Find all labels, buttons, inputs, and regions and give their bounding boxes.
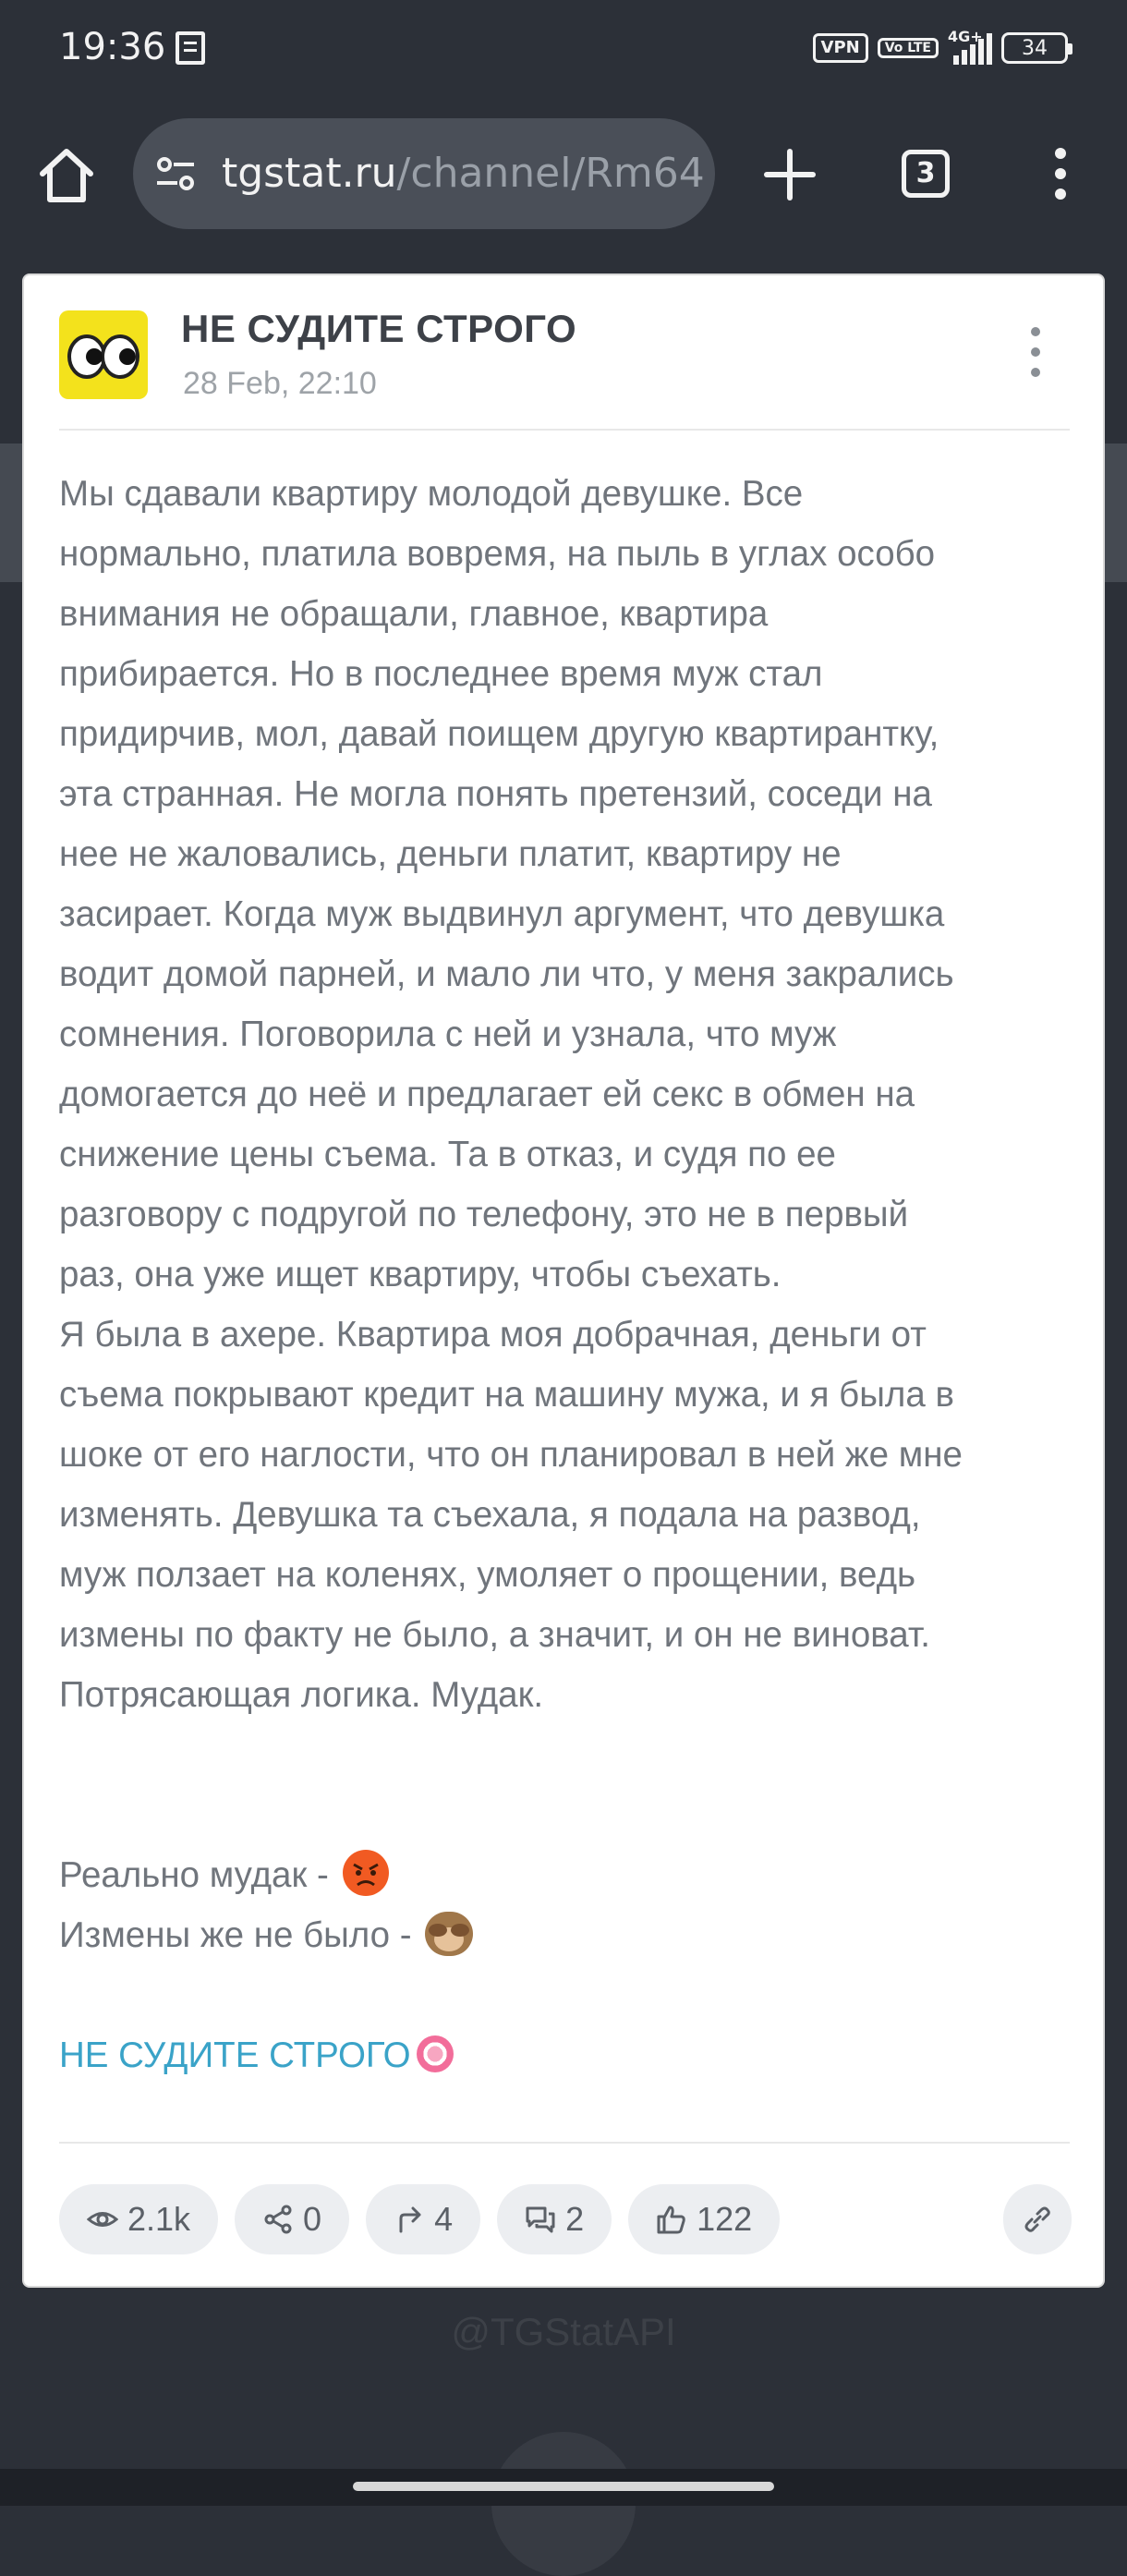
shares-count: 0 xyxy=(303,2200,322,2238)
poll-option-1-text: Реально мудак - xyxy=(59,1855,339,1895)
poll-option-1 xyxy=(59,1855,389,1895)
channel-name[interactable]: НЕ СУДИТЕ СТРОГО xyxy=(181,307,577,350)
forward-arrow-icon xyxy=(394,2204,425,2235)
more-menu-icon[interactable] xyxy=(1042,148,1079,203)
copy-link-button[interactable] xyxy=(1003,2184,1072,2254)
site-settings-icon[interactable] xyxy=(155,155,196,192)
post-date: 28 Feb, 22:10 xyxy=(183,366,377,401)
comments-count: 2 xyxy=(565,2200,585,2238)
post-stats xyxy=(59,2184,780,2254)
post-body xyxy=(59,464,1075,2085)
signal-icon xyxy=(948,28,992,65)
volte-icon xyxy=(878,38,939,58)
battery-level: 34 xyxy=(1022,36,1048,60)
views-stat[interactable] xyxy=(59,2184,218,2254)
lollipop-icon xyxy=(417,2035,454,2072)
vpn-icon: VPN xyxy=(813,33,868,63)
browser-toolbar xyxy=(0,96,1127,253)
url-host: tgstat.ru xyxy=(222,150,397,197)
comments-stat[interactable] xyxy=(497,2184,612,2254)
navigation-bar xyxy=(0,2469,1127,2506)
poll-option-2 xyxy=(59,1915,473,1955)
angry-face-icon xyxy=(343,1850,389,1896)
post-body-text: Мы сдавали квартиру молодой девушке. Все нормально, платила вовремя, на пыль в углах особо внимания не обращали, главное, квартира прибирается. Но в последнее время муж стал придирчив, мол, давай поищем другую квартирантку, эта странная. Не могла понять претензий, соседи на нее не жаловались, деньги платит, квартиру не засирает. Когда муж выдвинул аргумент, что девушка водит домой парней, и мало ли что, у меня закрались сомнения. Поговорила с ней и узнала, что муж домогается до неё и предлагает ей секс в обмен на снижение цены съема. Та в отказ, и судя по ее разговору с подругой по телефону, это не в первый раз, она уже ищет квартиру, чтобы съехать. Я была в ахере. Квартира моя добрачная, деньги от съема покрывают кредит на машину мужа, и я была в шоке от его наглости, что он планировал в ней же мне изменять. Девушка та съехала, я подала на развод, муж ползает на коленях, умоляет о прощении, ведь измены по факту не было, а значит, и он не виноват. Потрясающая логика. Мудак. xyxy=(59,474,963,1715)
reactions-count: 122 xyxy=(697,2200,753,2238)
status-bar xyxy=(0,0,1127,96)
network-type-label: 4G+ xyxy=(948,28,983,45)
link-icon xyxy=(1022,2204,1053,2235)
see-no-evil-monkey-icon xyxy=(425,1912,473,1956)
reactions-stat[interactable] xyxy=(628,2184,780,2254)
shares-stat[interactable] xyxy=(235,2184,349,2254)
thumbs-up-icon xyxy=(656,2204,687,2235)
post-card xyxy=(22,273,1105,2288)
notification-icon xyxy=(176,31,205,65)
gesture-handle[interactable] xyxy=(353,2482,774,2491)
views-count: 2.1k xyxy=(127,2200,191,2238)
battery-icon xyxy=(1001,32,1068,64)
forwards-stat[interactable] xyxy=(366,2184,480,2254)
url-text xyxy=(222,150,705,197)
channel-link[interactable] xyxy=(59,2035,454,2075)
plus-icon[interactable] xyxy=(757,142,822,207)
status-icons xyxy=(813,28,1068,65)
share-icon xyxy=(262,2204,294,2235)
divider xyxy=(59,2142,1070,2144)
url-bar[interactable] xyxy=(133,118,715,229)
url-path: /channel/Rm64 xyxy=(396,150,705,197)
forwards-count: 4 xyxy=(434,2200,454,2238)
volte-label: Vo LTE xyxy=(884,41,931,55)
home-icon[interactable] xyxy=(33,142,100,209)
eyes-icon xyxy=(59,310,148,399)
divider xyxy=(59,429,1070,431)
status-time: 19:36 xyxy=(59,26,166,68)
watermark: @TGStatAPI xyxy=(451,2310,676,2353)
channel-link-text[interactable]: НЕ СУДИТЕ СТРОГО xyxy=(59,2035,411,2075)
post-menu-icon[interactable] xyxy=(1022,327,1049,379)
tab-switcher-button[interactable]: 3 xyxy=(902,150,950,198)
channel-avatar[interactable] xyxy=(59,310,148,399)
eye-icon xyxy=(87,2204,118,2235)
poll-option-2-text: Измены же не было - xyxy=(59,1915,422,1955)
comments-icon xyxy=(525,2204,556,2235)
